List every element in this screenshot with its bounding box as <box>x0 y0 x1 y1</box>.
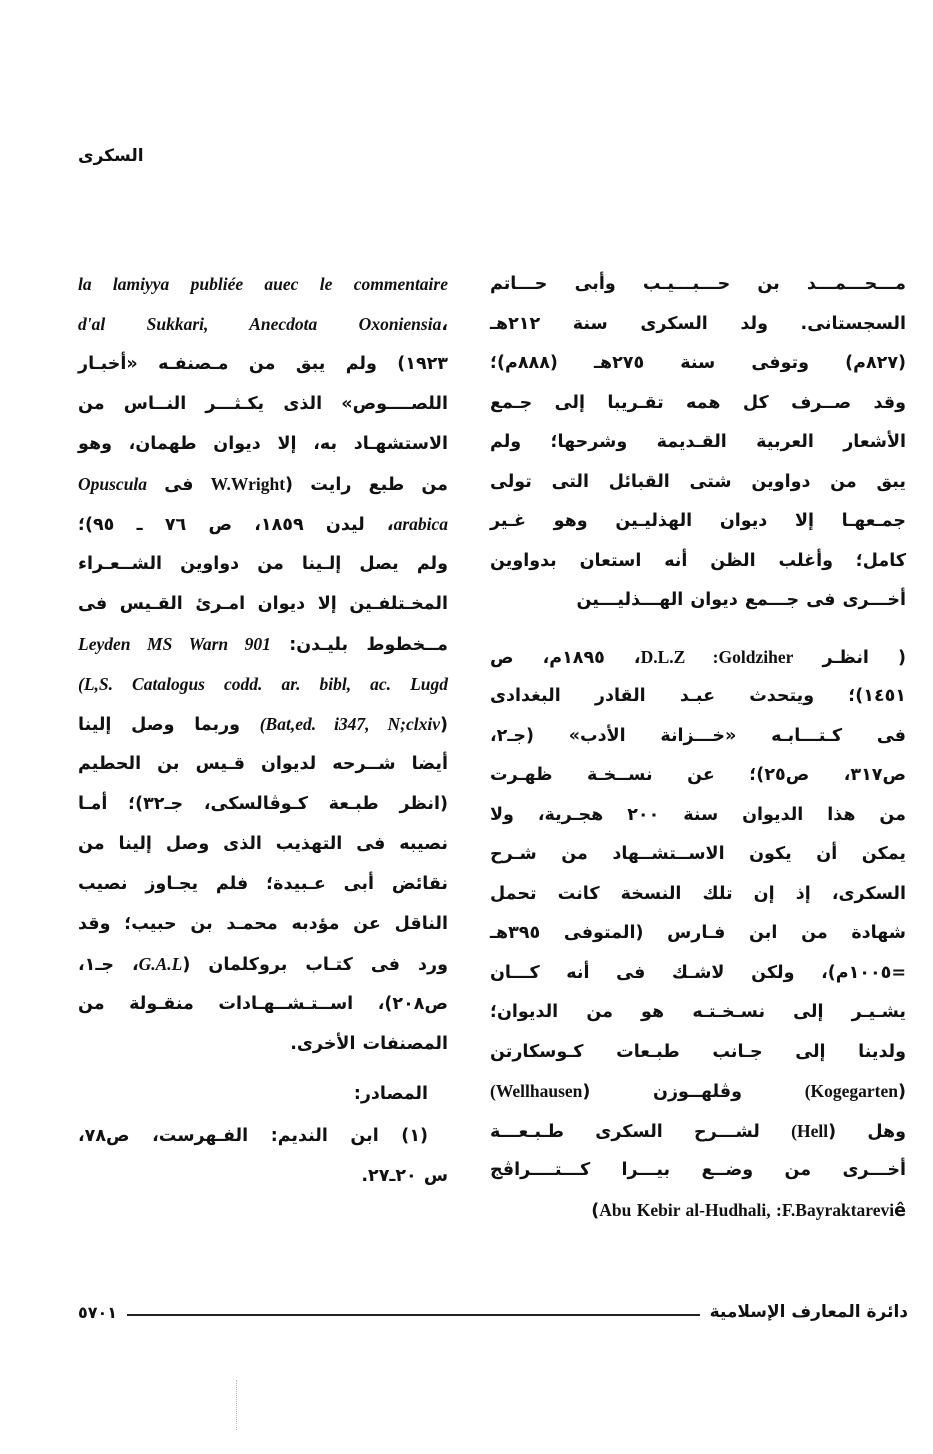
text-line: Abu Kebir al-Hudhali, :F.Bayraktareviê) <box>591 1199 906 1221</box>
text-line: من طبع رايت (W.Wright فى Opuscula <box>78 474 449 495</box>
right-column <box>490 268 906 1233</box>
text-line <box>78 268 448 308</box>
text-line: من هذا الديوان سنة ٢٠٠ هجـرية، ولا <box>490 804 906 825</box>
latin-citation: Bat,ed. i347, N;clxiv) <box>259 714 440 734</box>
latin-citation: G.A.L <box>138 954 183 974</box>
text-line: (Bat,ed. i347, N;clxiv) وربما وصل إلينا <box>78 714 448 735</box>
text-line: س ٢٠ـ٢٧. <box>361 1166 448 1186</box>
text-line <box>78 668 448 708</box>
latin-citation: D.L.Z :Goldziher <box>640 646 794 667</box>
text-line: ولدينا إلى جـانب طبـعات كـوسكارتن <box>490 1041 906 1062</box>
page-footer <box>78 1292 908 1322</box>
text-line: السجستانى. ولد السكرى سنة ٢١٢هـ <box>490 313 906 334</box>
running-header: السكرى <box>78 146 144 166</box>
paragraph <box>78 268 448 1068</box>
text-line: نصيبه فى التهذيب الذى وصل إلينا من <box>78 834 448 854</box>
paragraph <box>490 268 906 624</box>
text-line: وقد صــرف كل همه تقـريبا إلى جـمع <box>490 392 906 413</box>
left-column <box>78 268 448 1200</box>
text-line: أخـــرى من وضــع بيـــرا كـــتــــراڤج <box>490 1160 906 1180</box>
latin-citation: Opuscula <box>78 474 148 494</box>
footer-publication-title: دائرة المعارف الإسلامية <box>709 1302 908 1322</box>
text-line: (١) ابن النديم: الفـهرست، ص٧٨، <box>78 1126 428 1146</box>
text-line: شهادة من ابن فـارس (المتوفى ٣٩٥هـ <box>490 923 906 943</box>
text-line: فى كـتـــابـه «خـــزانة الأدب» (جـ٢، <box>490 725 906 746</box>
sources-list <box>78 1120 448 1200</box>
text-line: (Kogegarten) وڤلهــوزن (Wellhausen) <box>490 1081 906 1102</box>
text-line: مــخطوط بليـدن: Leyden MS Warn 901 <box>78 634 448 655</box>
latin-citation: Wellhausen) <box>490 1081 583 1101</box>
text-line: ،d'al Sukkari, Anecdota Oxoniensia <box>78 314 448 335</box>
latin-citation: la lamiyya publiée auec le commentaire <box>78 274 448 294</box>
text-line: ولم يصل إلـينا من دواوين الشــعـراء <box>78 554 448 574</box>
footer-rule <box>127 1314 700 1316</box>
latin-citation: d'al Sukkari, Anecdota Oxoniensia <box>78 314 442 334</box>
text-line: الاستشهـاد به، إلا ديوان طهمان، وهو <box>78 434 448 454</box>
text-line: أيضا شــرحه لديوان قـيس بن الحطيم <box>78 754 448 774</box>
text-line: الناقل عن مؤدبه محمـد بن حبيب؛ وقد <box>78 914 448 934</box>
text-line: يبق من دواوين شتى القبائل التى تولى <box>490 471 906 492</box>
text-line: يمكن أن يكون الاســتشــهاد من شـرح <box>490 844 906 864</box>
text-line: ١٤٥١)؛ ويتحدث عبـد القادر البغدادى <box>490 686 906 706</box>
latin-citation: Hell) <box>791 1120 829 1141</box>
text-line: المصنفات الأخرى. <box>290 1034 448 1054</box>
text-line: اللصــــوص» الذى يكـثـــر النــاس من <box>78 394 448 414</box>
scan-artifact <box>236 1380 238 1430</box>
text-line: أخـــرى فى جـــمع ديوان الهـــذليـــين <box>576 590 906 610</box>
text-line: (انظر طبـعة كـوڤالسكى، جـ٣٢)؛ أمـا <box>78 794 448 814</box>
latin-citation: W.Wright <box>210 474 286 494</box>
text-line: ص٣١٧، ص٢٥)؛ عن نســخـة ظهـرت <box>490 765 906 785</box>
text-line: السكرى، إذ إن تلك النسخة كانت تحمل <box>490 883 906 904</box>
latin-citation: arabica <box>393 514 449 534</box>
text-line: =١٠٠٥م)، ولكن لاشـك فى أنه كـــان <box>490 962 906 983</box>
text-line: المخـتلفـين إلا ديوان امـرئ القـيس فى <box>78 594 448 614</box>
paragraph <box>490 641 906 1234</box>
text-line: ١٩٢٣) ولم يبق من مـصنفـه «أخبـار <box>78 354 448 374</box>
page-number: ٥٧٠١ <box>78 1303 118 1322</box>
text-line: نقائض أبى عـبيدة؛ فلم يجـاوز نصيب <box>78 874 448 894</box>
text-line: ( انظـر D.L.Z :Goldziher، ١٨٩٥م، ص <box>490 646 907 668</box>
text-line: كامل؛ وأغلب الظن أنه استعان بدواوين <box>490 550 906 571</box>
latin-citation: L,S. Catalogus codd. ar. bibl, ac. Lugd) <box>78 674 448 694</box>
paragraph-gap <box>490 624 906 641</box>
text-line: ص٢٠٨)، اســتـشــهـادات منقـولة من <box>78 994 448 1014</box>
latin-citation: Kogegarten) <box>804 1081 898 1101</box>
text-line: الأشعار العربية القـديمة وشرحها؛ ولم <box>490 432 906 452</box>
latin-citation: Abu Kebir al-Hudhali, :F.Bayraktarevi <box>599 1199 895 1220</box>
text-line: يشـيـر إلى نسـخـتـه هو من الديوان؛ <box>490 1002 906 1022</box>
text-line: (٨٢٧م) وتوفى سنة ٢٧٥هـ (٨٨٨م)؛ <box>490 353 906 373</box>
text-line: مـــحـــمـــد بن حـــبـــيـب وأبى حـــاتم <box>490 274 906 294</box>
text-line: جمـعهـا إلا ديوان الهذليـين وهو غـير <box>490 511 906 531</box>
text-line: وهل (Hell) لشـــرح السكرى طـبـعـــة <box>490 1120 906 1142</box>
text-line: arabica، ليدن ١٨٥٩، ص ٧٦ ـ ٩٥)؛ <box>78 514 449 535</box>
sources-heading: المصادر: <box>353 1084 428 1104</box>
text-line: ورد فى كتـاب بروكلمان (G.A.L، جـ١، <box>78 954 448 975</box>
latin-citation: Leyden MS Warn 901 <box>78 634 271 654</box>
